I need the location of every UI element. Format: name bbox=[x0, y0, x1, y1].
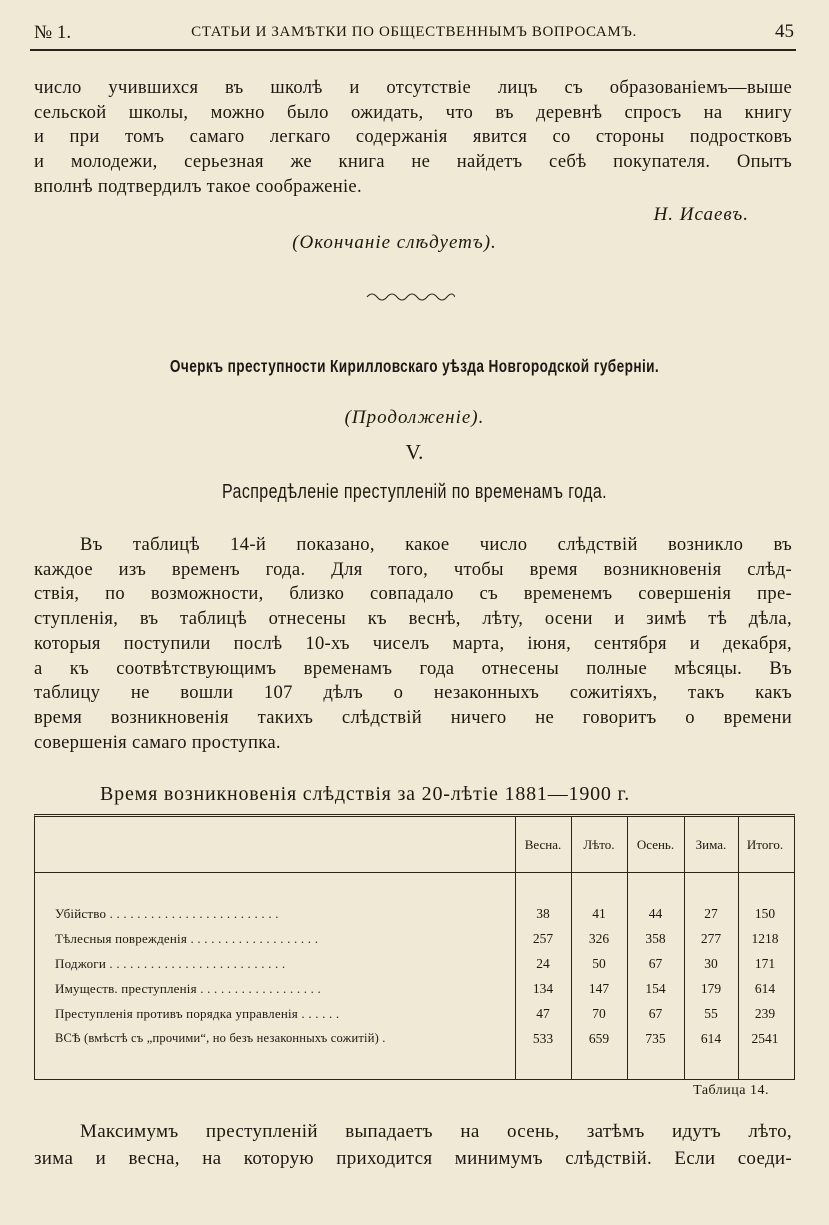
section-title-wrap bbox=[0, 481, 829, 504]
article-continued: (Продолженіе). bbox=[344, 407, 485, 428]
row-label: Убійство bbox=[55, 906, 107, 921]
text-line: и молодежи, серьезная же книга не найдетъ себѣ покупателя. Опытъ bbox=[34, 151, 792, 173]
table-cell: 239 bbox=[754, 1006, 776, 1021]
text-line: вполнѣ подтвердилъ такое соображеніе. bbox=[34, 175, 362, 197]
closing-paragraph bbox=[34, 1118, 792, 1172]
text-line: число учившихся въ школѣ и отсутствіе лицъ съ образованіемъ—выше bbox=[34, 77, 792, 98]
table-cell: 533 bbox=[532, 1031, 554, 1046]
table-cell: 659 bbox=[588, 1031, 610, 1046]
running-title: СТАТЬИ И ЗАМѢТКИ ПО ОБЩЕСТВЕННЫМЪ ВОПРОСАМЪ. bbox=[191, 24, 637, 40]
table-cell: 55 bbox=[704, 1006, 718, 1021]
text-line: и при томъ самаго легкаго содержанія явится со стороны подростковъ bbox=[34, 126, 792, 148]
table-cell: 147 bbox=[588, 981, 610, 996]
table-cell: 50 bbox=[592, 956, 606, 971]
table-cell: 614 bbox=[700, 1031, 722, 1046]
issue-number: № 1. bbox=[34, 22, 72, 43]
table-cell: 30 bbox=[704, 956, 718, 971]
table-cell: 67 bbox=[648, 1006, 663, 1021]
table-caption: Время возникновенія слѣдствія за 20-лѣтіе 1881—1900 г. bbox=[100, 783, 631, 805]
header-rule bbox=[30, 49, 796, 51]
text-line: Въ таблицѣ 14-й показано, какое число слѣдствій возникло въ bbox=[80, 534, 792, 555]
table-cell: 277 bbox=[700, 931, 722, 946]
table-cell: 2541 bbox=[751, 1031, 779, 1046]
table-cell: 41 bbox=[592, 906, 606, 921]
table-cell: 38 bbox=[536, 906, 550, 921]
text-line: таблицу не вошли 107 дѣлъ о незаконныхъ сожитіяхъ, такъ какъ bbox=[34, 682, 792, 704]
column-header-winter: Зима. bbox=[695, 837, 727, 852]
article-title: Очеркъ преступности Кирилловскаго уѣзда Новгородской губерніи. bbox=[169, 356, 660, 376]
text-line: совершенія самаго проступка. bbox=[34, 731, 281, 753]
row-label: Преступленія противъ порядка управленія bbox=[55, 1006, 298, 1021]
header-rule bbox=[35, 872, 794, 873]
text-line: каждое изъ временъ года. Для того, чтобы время возникновенія слѣд- bbox=[34, 558, 792, 580]
row-label: Тѣлесныя поврежденія bbox=[55, 931, 188, 946]
section-title: Распредѣленіе преступленій по временамъ года. bbox=[222, 481, 607, 503]
table-cell: 326 bbox=[588, 931, 610, 946]
leader-dots: . . . . . . bbox=[297, 1006, 340, 1021]
table-number: Таблица 14. bbox=[693, 1083, 769, 1098]
page-number: 45 bbox=[775, 21, 794, 42]
text-line: которыя поступили послѣ 10-хъ чиселъ марта, іюня, сентября и декабря, bbox=[34, 632, 792, 654]
text-line: а къ соотвѣтствующимъ временамъ года отнесены полные мѣсяцы. Въ bbox=[34, 657, 792, 679]
author-signature: Н. Исаевъ. bbox=[653, 204, 749, 225]
leader-dots: . . . . . . . . . . . . . . . . . . bbox=[196, 981, 322, 996]
table-cell: 150 bbox=[754, 906, 776, 921]
table-cell: 614 bbox=[754, 981, 776, 996]
section-ornament bbox=[365, 291, 455, 303]
leader-dots: . . . . . . . . . . . . . . . . . . . bbox=[187, 931, 319, 946]
table-cell: 257 bbox=[532, 931, 554, 946]
row-label: Поджоги bbox=[55, 956, 106, 971]
column-header-summer: Лѣто. bbox=[583, 837, 615, 852]
table-cell: 134 bbox=[532, 981, 554, 996]
text-line: время возникновенія такихъ слѣдствій ничего не говоритъ о времени bbox=[34, 706, 792, 728]
intro-paragraph bbox=[34, 76, 792, 200]
text-line: сельской школы, можно было ожидать, что въ деревнѣ спросъ на книгу bbox=[34, 101, 792, 123]
row-label: Имуществ. преступленія bbox=[55, 981, 197, 996]
leader-dots: . bbox=[378, 1031, 386, 1045]
column-header-autumn: Осень. bbox=[636, 837, 675, 852]
text-line: зима и весна, на которую приходится минимумъ слѣдствій. Если соеди- bbox=[34, 1148, 792, 1169]
section-number: V. bbox=[405, 440, 424, 464]
table-cell: 27 bbox=[704, 906, 718, 921]
text-line: Максимумъ преступленій выпадаетъ на осень, затѣмъ идутъ лѣто, bbox=[80, 1121, 792, 1142]
table-cell: 358 bbox=[645, 931, 666, 946]
table-cell: 1218 bbox=[751, 931, 779, 946]
table-cell: 44 bbox=[648, 906, 663, 921]
table-cell: 67 bbox=[648, 956, 663, 971]
column-header-total: Итого. bbox=[746, 837, 784, 852]
column-header-spring: Весна. bbox=[524, 837, 562, 852]
leader-dots: . . . . . . . . . . . . . . . . . . . . . . . . . . bbox=[105, 956, 286, 971]
table-cell: 47 bbox=[536, 1006, 550, 1021]
table-cell: 179 bbox=[700, 981, 722, 996]
table-cell: 735 bbox=[645, 1031, 666, 1046]
continuation-note: (Окончаніе слѣдуетъ). bbox=[292, 232, 497, 253]
table-cell: 70 bbox=[592, 1006, 606, 1021]
crime-season-table bbox=[34, 814, 795, 1080]
running-header bbox=[34, 20, 794, 46]
table-cell: 154 bbox=[645, 981, 666, 996]
row-label: ВСѢ (вмѣстѣ съ „прочими“, но безъ незаконныхъ сожитій) bbox=[55, 1031, 379, 1045]
body-paragraph bbox=[34, 533, 792, 755]
article-title-wrap bbox=[0, 356, 829, 377]
table-cell: 24 bbox=[536, 956, 550, 971]
table-cell: 171 bbox=[754, 956, 776, 971]
leader-dots: . . . . . . . . . . . . . . . . . . . . . . . . . bbox=[106, 906, 279, 921]
text-line: ступленія, въ таблицѣ отнесены къ веснѣ, лѣту, осени и зимѣ тѣ дѣла, bbox=[34, 608, 792, 630]
text-line: ствія, по возможности, близко совпадало съ временемъ совершенія пре- bbox=[34, 583, 792, 605]
